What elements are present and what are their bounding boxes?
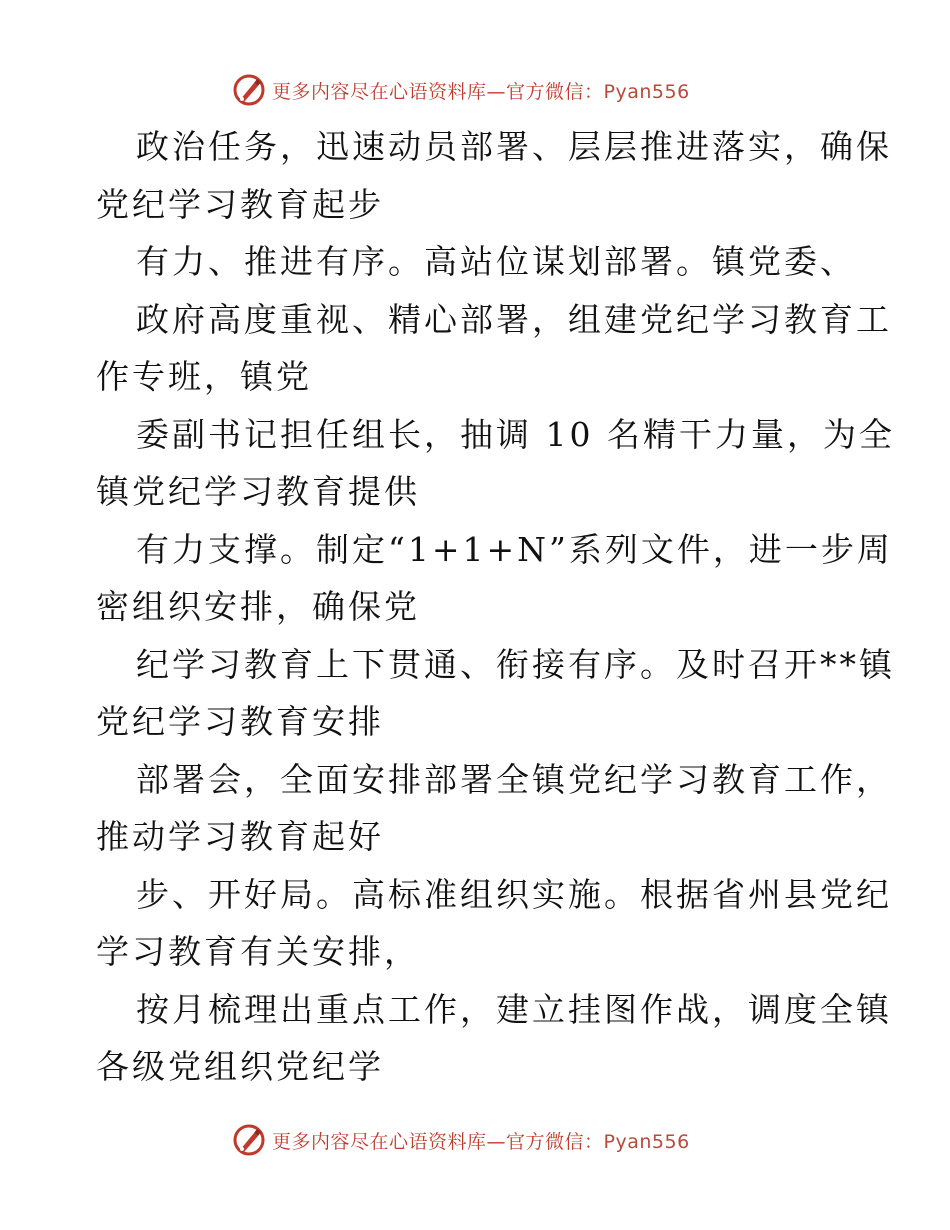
text-line: 步、开好局。高标准组织实施。根据省州县党纪 — [136, 874, 892, 914]
text-line: 镇党纪学习教育提供 — [96, 472, 420, 511]
watermark-handle: Pyan556 — [603, 80, 690, 103]
text-line: 政府高度重视、精心部署，组建党纪学习教育工 — [136, 299, 892, 339]
text-line: 按月梳理出重点工作，建立挂图作战，调度全镇 — [136, 989, 892, 1029]
watermark-handle: Pyan556 — [603, 1130, 690, 1153]
text-line: 政治任务，迅速动员部署、层层推进落实，确保 — [136, 127, 892, 166]
text-line: 部署会，全面安排部署全镇党纪学习教育工作， — [136, 759, 892, 799]
text-line: 推动学习教育起好 — [96, 817, 384, 856]
text-line: 作专班，镇党 — [96, 357, 312, 396]
text-line: 有力支撑。制定“1+1+N”系列文件，进一步周 — [136, 529, 893, 569]
footer-watermark — [232, 1120, 752, 1160]
text-line: 有力、推进有序。高站位谋划部署。镇党委、 — [136, 242, 856, 281]
text-line: 党纪学习教育安排 — [96, 702, 384, 741]
document-body — [96, 118, 895, 1096]
text-line: 学习教育有关安排， — [96, 932, 420, 971]
text-line: 纪学习教育上下贯通、衔接有序。及时召开**镇 — [136, 644, 895, 684]
text-line: 党纪学习教育起步 — [96, 184, 384, 224]
text-line: 密组织安排，确保党 — [96, 587, 420, 626]
text-line: 委副书记担任组长，抽调 10 名精干力量，为全 — [136, 414, 895, 454]
text-line: 各级党组织党纪学 — [96, 1047, 384, 1086]
pen-logo-icon — [232, 73, 266, 107]
pen-logo-icon — [232, 1123, 266, 1157]
watermark-text: 更多内容尽在心语资料库—官方微信： — [272, 80, 604, 103]
header-watermark — [232, 70, 752, 110]
watermark-text: 更多内容尽在心语资料库—官方微信： — [272, 1130, 604, 1153]
